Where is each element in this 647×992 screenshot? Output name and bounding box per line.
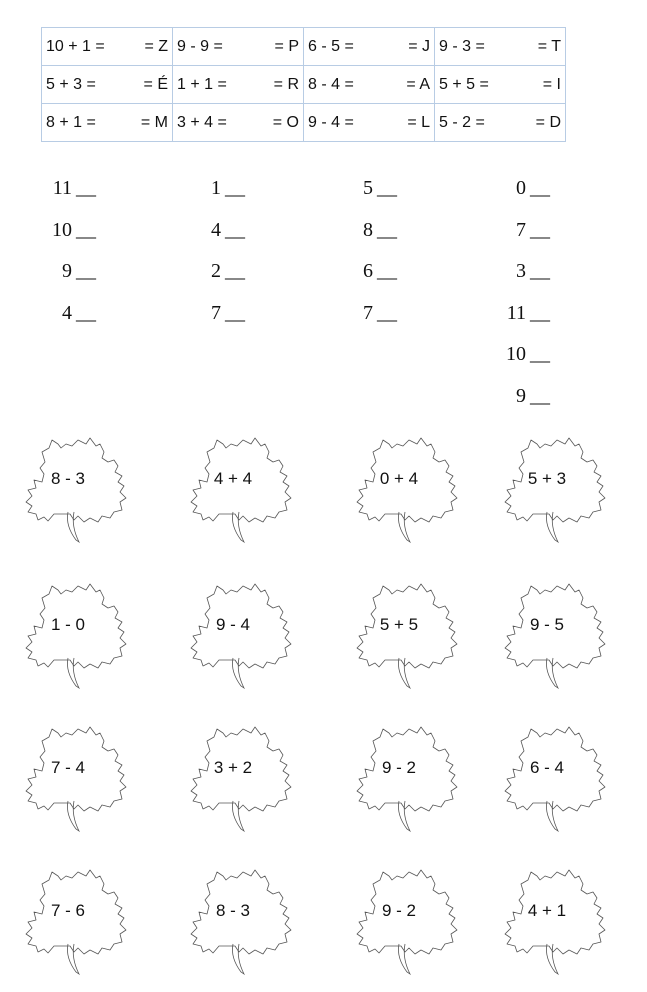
answer-blank[interactable]: __: [377, 301, 397, 324]
leaf-card: [14, 713, 138, 833]
leaf-card: [179, 424, 303, 544]
key-letter: = I: [542, 75, 561, 93]
answer-number: 4: [62, 301, 72, 324]
key-expression: 10 + 1 =: [46, 37, 105, 55]
key-letter: = É: [143, 75, 168, 93]
key-letter: = O: [272, 113, 299, 131]
key-letter: = T: [537, 37, 561, 55]
leaf-card: [14, 856, 138, 976]
answer-blank[interactable]: __: [377, 177, 397, 200]
leaf-card: [14, 424, 138, 544]
key-letter: = P: [274, 37, 299, 55]
key-expression: 8 + 1 =: [46, 113, 96, 131]
answer-number: 9: [62, 260, 72, 283]
key-expression: 5 + 5 =: [439, 75, 489, 93]
answer-number: 10: [506, 343, 526, 366]
answer-number: 2: [211, 260, 221, 283]
key-letter: = A: [406, 75, 430, 93]
answer-number: 1: [211, 177, 221, 200]
key-expression: 9 - 9 =: [177, 37, 223, 55]
leaf-card: [179, 856, 303, 976]
key-expression: 5 - 2 =: [439, 113, 485, 131]
answer-number: 9: [516, 384, 526, 407]
key-letter: = M: [140, 113, 168, 131]
answer-number: 8: [363, 218, 373, 241]
key-letter: = R: [273, 75, 299, 93]
key-expression: 5 + 3 =: [46, 75, 96, 93]
leaf-expression: 7 - 6: [50, 901, 86, 920]
leaf-expression: 1 - 0: [50, 615, 86, 634]
key-expression: 9 - 3 =: [439, 37, 485, 55]
leaf-expression: 8 - 3: [50, 469, 86, 488]
key-letter: = L: [407, 113, 430, 131]
leaf-expression: 9 - 2: [381, 901, 417, 920]
answer-blank[interactable]: __: [530, 218, 550, 241]
answer-blank[interactable]: __: [225, 177, 245, 200]
answer-blank[interactable]: __: [225, 260, 245, 283]
leaf-expression: 5 + 3: [527, 469, 567, 488]
answer-blank[interactable]: __: [377, 260, 397, 283]
leaf-card: [179, 570, 303, 690]
answer-blank[interactable]: __: [76, 177, 96, 200]
leaf-expression: 3 + 2: [213, 758, 253, 777]
leaf-card: [345, 424, 469, 544]
leaf-expression: 0 + 4: [379, 469, 419, 488]
answer-blank[interactable]: __: [76, 260, 96, 283]
leaf-expression: 9 - 4: [215, 615, 251, 634]
leaf-expression: 9 - 2: [381, 758, 417, 777]
leaf-expression: 4 + 4: [213, 469, 253, 488]
answer-number: 11: [506, 301, 526, 324]
leaf-card: [493, 713, 617, 833]
leaf-card: [345, 713, 469, 833]
answer-blank[interactable]: __: [225, 301, 245, 324]
key-letter: = Z: [144, 37, 168, 55]
answer-blank[interactable]: __: [530, 177, 550, 200]
leaf-card: [493, 570, 617, 690]
leaf-card: [345, 856, 469, 976]
answer-number: 7: [516, 218, 526, 241]
leaf-expression: 5 + 5: [379, 615, 419, 634]
answer-number: 5: [363, 177, 373, 200]
answer-number: 7: [211, 301, 221, 324]
leaf-card: [179, 713, 303, 833]
key-expression: 9 - 4 =: [308, 113, 354, 131]
answer-blank[interactable]: __: [530, 384, 550, 407]
answer-number: 6: [363, 260, 373, 283]
leaf-card: [493, 424, 617, 544]
answer-number: 11: [52, 177, 72, 200]
key-expression: 3 + 4 =: [177, 113, 227, 131]
leaf-expression: 7 - 4: [50, 758, 86, 777]
leaf-card: [345, 570, 469, 690]
leaf-card: [14, 570, 138, 690]
answer-number: 3: [516, 260, 526, 283]
answer-number: 4: [211, 218, 221, 241]
leaf-card: [493, 856, 617, 976]
answer-blank[interactable]: __: [530, 260, 550, 283]
key-expression: 1 + 1 =: [177, 75, 227, 93]
answer-blank[interactable]: __: [530, 343, 550, 366]
answer-blank[interactable]: __: [76, 301, 96, 324]
answer-blank[interactable]: __: [76, 218, 96, 241]
answer-blank[interactable]: __: [225, 218, 245, 241]
key-letter: = J: [408, 37, 430, 55]
leaf-expression: 8 - 3: [215, 901, 251, 920]
key-expression: 6 - 5 =: [308, 37, 354, 55]
leaf-expression: 6 - 4: [529, 758, 565, 777]
answer-number: 10: [52, 218, 72, 241]
key-expression: 8 - 4 =: [308, 75, 354, 93]
answer-blank[interactable]: __: [530, 301, 550, 324]
key-letter: = D: [535, 113, 561, 131]
answer-number: 0: [516, 177, 526, 200]
answer-blank[interactable]: __: [377, 218, 397, 241]
leaf-expression: 4 + 1: [527, 901, 567, 920]
leaf-expression: 9 - 5: [529, 615, 565, 634]
answer-number: 7: [363, 301, 373, 324]
